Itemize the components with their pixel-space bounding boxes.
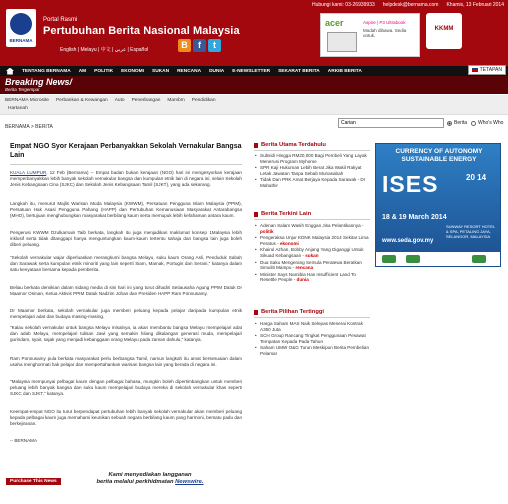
newswire-link[interactable]: Newswire. (175, 479, 204, 485)
newswire-line1: Kami menyediakan langganan (108, 472, 192, 478)
sponsor-logo-icon (472, 255, 486, 263)
article-paragraph: Ram Ponnusamy pula berkata masyarakat perlu berbangsa Tamil, namun langkah itu amat bersesuaian dalam usaha menghormati hak pelajar dan mempertahankan warisan bangsa lain yang berada di negara ini. (10, 356, 242, 368)
bernama-logo[interactable] (6, 9, 36, 47)
laptop-image (327, 32, 357, 52)
settings-button[interactable] (468, 65, 506, 75)
article-paragraph: Pengerusi KWWM Dzulkarnain Taib berkata, langkah itu juga menjadikan maklumat konsep 1Malaysia lebih inklusif serta tidak ditanggapi hanya menguntungkan kaum-kaum tertentu sahaja dan bangsa lain juga boleh diberi peluang. (10, 230, 242, 248)
nav-item-dunia[interactable]: DUNIA (209, 68, 225, 74)
nav-item-sekarat[interactable]: SEKARAT BERITA (278, 68, 320, 74)
contact-email[interactable]: helpdesk@bernama.com (382, 2, 439, 8)
divider (254, 219, 370, 220)
portal-title: Pertubuhan Berita Nasional Malaysia (43, 25, 240, 37)
article-paragraph: Keempat-empat NGO itu turut berpendapat pertubuhan lebih banyak sekolah vernakular akan memberi peluang kepada pelbagai kaum juga memahami keunikan sebuah negara berbilang kaum yang harmoni, bersatu padu dan berkejiranan. (10, 409, 242, 427)
category-microsite[interactable]: BERNAMA Microsite (5, 98, 49, 103)
list-item[interactable]: • Adenan Salam Wasih Enggan Jisa Pelantikannya - politik (254, 223, 372, 234)
list-item[interactable]: • Minister Says Namibia Has Insufficient Land To Resettle People - dunia (254, 272, 372, 283)
home-icon[interactable] (6, 68, 14, 75)
nav-item-sukan[interactable]: SUKAN (152, 68, 170, 74)
twitter-icon[interactable]: t (208, 39, 221, 52)
acer-brand: acer (325, 18, 344, 28)
acer-ad-banner[interactable] (320, 13, 420, 57)
logo-globe-icon (10, 13, 32, 35)
category-pendidikan[interactable]: Pendidikan (191, 98, 216, 103)
search-option-berita[interactable] (447, 120, 467, 126)
search-input[interactable] (338, 118, 444, 128)
list-item[interactable]: • SPR Kaji Hukuman Lebih Berat Jika Wakil Rakyat Letak Jawatan Tanpa Sebab Munasabah (254, 165, 372, 176)
sponsor-logo-icon (406, 255, 420, 263)
kkmm-ad-banner[interactable] (426, 13, 462, 49)
blog-icon[interactable]: B (178, 39, 191, 52)
portal-label: Portal Rasmi (43, 17, 78, 23)
header-contact (312, 2, 504, 8)
list-item-text: Khairul Azhan, Bobby Anjang Yang Diganggi Untuk Sikuad Kebangsaan (260, 247, 364, 258)
list-item-text: Adenan Salam Wasih Enggan Jisa Pelantikannya (260, 223, 361, 228)
settings-label: TETAPAN (479, 67, 502, 73)
sponsor-logo-icon (382, 255, 396, 263)
malaysia-flag-icon (472, 68, 478, 72)
category-mambm[interactable]: Mambm (167, 98, 185, 103)
tag-rencana[interactable]: rencana (295, 265, 314, 271)
sponsor-strip (376, 252, 500, 266)
radio-empty-icon (471, 121, 476, 126)
section-title: Berita Terkini Lain (261, 211, 312, 217)
nav-item-tentang[interactable]: TENTANG BERNAMA (22, 68, 71, 74)
purchase-news-button[interactable]: Purchase This News (6, 478, 61, 485)
tertinggi-list (254, 321, 372, 358)
ises-url: www.seda.gov.my (382, 238, 434, 244)
breaking-news-bar (0, 76, 508, 94)
section-marker-icon (254, 212, 258, 217)
ises-year: 20 14 (466, 173, 487, 182)
list-item[interactable]: • Dua Saku Mengerang Semula Peratewa Beratkan Simuliti Mampu - rencana (254, 260, 372, 271)
divider (254, 317, 370, 318)
divider (254, 150, 370, 151)
terkini-list (254, 223, 372, 284)
ises-dates: 18 & 19 March 2014 (382, 214, 447, 221)
list-item-text: Dua Saku Mengerang Semula Peratewa Beratkan Simuliti Mampu (260, 259, 362, 271)
nav-item-rencana[interactable]: RENCANA (177, 68, 202, 74)
list-item[interactable]: • Khairul Azhan, Bobby Anjang Yang Diganggi Untuk Sikuad Kebangsaan - sukan (254, 247, 372, 258)
nav-item-am[interactable]: AM (78, 68, 87, 74)
category-auto[interactable]: Auto (114, 98, 125, 103)
breadcrumb[interactable]: BERNAMA > BERITA (5, 124, 53, 130)
section-title: Berita Utama Terdahulu (261, 142, 326, 148)
article-paragraph: "Sekolah vernakular wajar diperluaskan merangkumi bangsa Melayu, suku kaum Orang Asli, Penduduk Sabah dan Sarawak serta kumpulan etnik minoriti yang lain seperti Siam, Mamak, Portugis dan Serani," katanya dalam satu kenyataan bersama kepada pemberita. (10, 255, 242, 273)
terdahulu-list (254, 153, 372, 190)
dateline-link[interactable]: KUALA LUMPUR (10, 170, 47, 175)
tag-politik[interactable]: politik (260, 228, 274, 234)
section-header-tertinggi (254, 309, 324, 315)
radio-selected-icon (447, 121, 452, 126)
language-selector[interactable]: English | Melayu | 中文 | عربي | Español (60, 47, 149, 53)
kkmm-text: KKMM (434, 26, 454, 32)
current-date: Khamis, 13 Februari 2014 (446, 2, 504, 8)
category-penerbangan[interactable]: Penerbangan (131, 98, 161, 103)
article-paragraph: Dr Maamor berkata, sekolah vernakular juga memberi peluang kepada pelajar daripada kumpulan etnik mempelajari adat dan budaya masing-masing. (10, 308, 242, 320)
section-marker-icon (254, 143, 258, 148)
article-paragraph (10, 170, 242, 188)
nav-item-enewsletter[interactable]: E-NEWSLETTER (232, 68, 271, 74)
article-paragraph: Beliau berkata demikian dalam sidang media di sini hari ini yang turut dihadiri Setiausaha Agung PPIM Datuk Dr Maamor Osman, Ketua Aktivis PPIM Datuk Nadzim Johan dan Presiden HAPP Ram Ponnusamy. (10, 285, 242, 297)
acer-tagline: Mudah dibawa. Sedia untuk. (363, 28, 407, 38)
logo-text: BERNAMA (9, 38, 33, 43)
tag-sukan[interactable]: sukan (305, 252, 319, 258)
list-item[interactable]: • Harga Saham MAS Naik Selepas Menerai Kontrak A350 Juta (254, 321, 372, 332)
contact-phone: Hubungi kami: 03-26939933 (311, 2, 375, 8)
list-item[interactable]: • Saham UMW O&G Turun Meskipun Berita Pembelian Pelamar (254, 345, 372, 356)
breaking-news-title[interactable]: Breaking News/ (5, 77, 73, 87)
tag-ekonomi[interactable]: ekonomi (279, 240, 299, 246)
list-item-text: Minister Says Namibia Has Insufficient Land To Resettle People (260, 271, 356, 283)
ises-line1: CURRENCY OF AUTONOMY (395, 148, 483, 155)
article-paragraph: "Kalau sekolah vernakular untuk bangsa Melayu misalnya, ia akan membantu bangsa Melayu mempelajari adat dan adab Melayu, mempelajari tulisan Jawi yang semakin hilang dikalangan generasi muda, mempelajari gurindam, syair, sajak yang menjadi kebanggaan orang Melayu pada zaman dahulu," katanya. (10, 325, 242, 343)
social-links (178, 39, 221, 52)
divider (10, 164, 242, 165)
ises-line2: SUSTAINABLE ENERGY (401, 156, 477, 163)
search-option-whos-who-label: Who's Who (478, 120, 504, 126)
category-hartanah[interactable]: Hartanah (8, 106, 28, 111)
breaking-news-subtitle: Berita Tergempar (5, 87, 40, 92)
list-item[interactable]: • Pengeraksa Unjur KDNK Malaysia 2014 Sekitar Lima Peratus - ekonomi (254, 235, 372, 246)
nav-item-arkib[interactable]: ARKIB BERITA (327, 68, 362, 74)
article-signoff: -- BERNAMA (10, 438, 38, 443)
search-option-whos-who[interactable] (471, 120, 503, 126)
article-paragraph-text: , 12 Feb (Bernama) -- Empat badan bukan kerajaan (NGO) hari ini mengesyorkan kerajaan memperbanyakkan lebih banyak sekolah vernakular bangsa dan kumpulan etnik lain di negara ini, selain Sekolah Jenis Kebangsaan Cina (SJKC) dan Sekolah Jenis Kebangsaan Tamil (SJKT), yang ada sekarang. (10, 170, 242, 188)
article-title: Empat NGO Syor Kerajaan Perbanyakkan Sekolah Vernakular Bangsa Lain (10, 143, 242, 159)
ises-ad-banner[interactable] (375, 143, 501, 267)
nav-item-ekonomi[interactable]: EKONOMI (121, 68, 144, 74)
article-paragraph: Langkah itu, menurut Majlis Warisan Muda Malaysia (KWWM), Persatuan Pengguna Islam Malaysia (PPIM), Persatuan Hak Asasi Pengguna Pahang (HAPP) dan Pertubuhan Kemanusiaan Masyarakat Antarabangsa (MHO), bertujuan menghubungkan masyarakat berbilang kaum serta memupuk lebih kefahaman antara kaum. (10, 201, 242, 219)
category-bar (0, 95, 508, 115)
tag-dunia[interactable]: dunia (296, 277, 309, 283)
list-item[interactable]: • Tidak Dan PRK Amat Berjaya Kepada Sarawak - Dr Mahathir (254, 177, 372, 188)
newswire-line2-text: berita melalui perkhidmatan (96, 479, 176, 485)
article-paragraph: "Malaysia mempunyai pelbagai kaum dengan pelbagai bahasa, mungkin boleh dipertimbangkan untuk memberi peluang lebih banyak bangsa dan suku kaum mempelajari budaya mereka di sekolah vernakular khas seperti SJKC dan SJKT," katanya. (10, 379, 242, 397)
section-header-terdahulu (254, 142, 326, 148)
acer-model: Aspire | P3 Ultrabook (363, 20, 406, 25)
newswire-note (70, 472, 230, 486)
facebook-icon[interactable]: f (193, 39, 206, 52)
nav-item-politik[interactable]: POLITIK (94, 68, 114, 74)
section-header-terkini (254, 211, 311, 217)
newswire-line2 (70, 479, 230, 486)
ises-headline (376, 148, 502, 164)
list-item[interactable]: • Subsidi Hingga RM20,000 Bagi Pembeli Yang Layak Menerusi Program Myhome (254, 153, 372, 164)
ises-venue: SUNWAY RESORT HOTEL & SPA, PETALING JAYA, SELANGOR, MALAYSIA (446, 224, 495, 239)
ises-logo-text: ISES (382, 171, 439, 197)
category-perbankan[interactable]: Perbankan & Kewangan (55, 98, 108, 103)
list-item[interactable]: • SCH Group Rancang Tingkat Penggunaan Pesawat Tempatan Kepada Pada Tahun (254, 333, 372, 344)
list-item-text: Pengeraksa Unjur KDNK Malaysia 2014 Sekitar Lima Peratus (260, 235, 369, 246)
section-title: Berita Pilihan Tertinggi (261, 309, 325, 315)
section-marker-icon (254, 310, 258, 315)
category-list (5, 98, 216, 103)
site-header (0, 0, 508, 66)
main-nav (0, 66, 508, 76)
search-option-berita-label: Berita (454, 120, 468, 126)
